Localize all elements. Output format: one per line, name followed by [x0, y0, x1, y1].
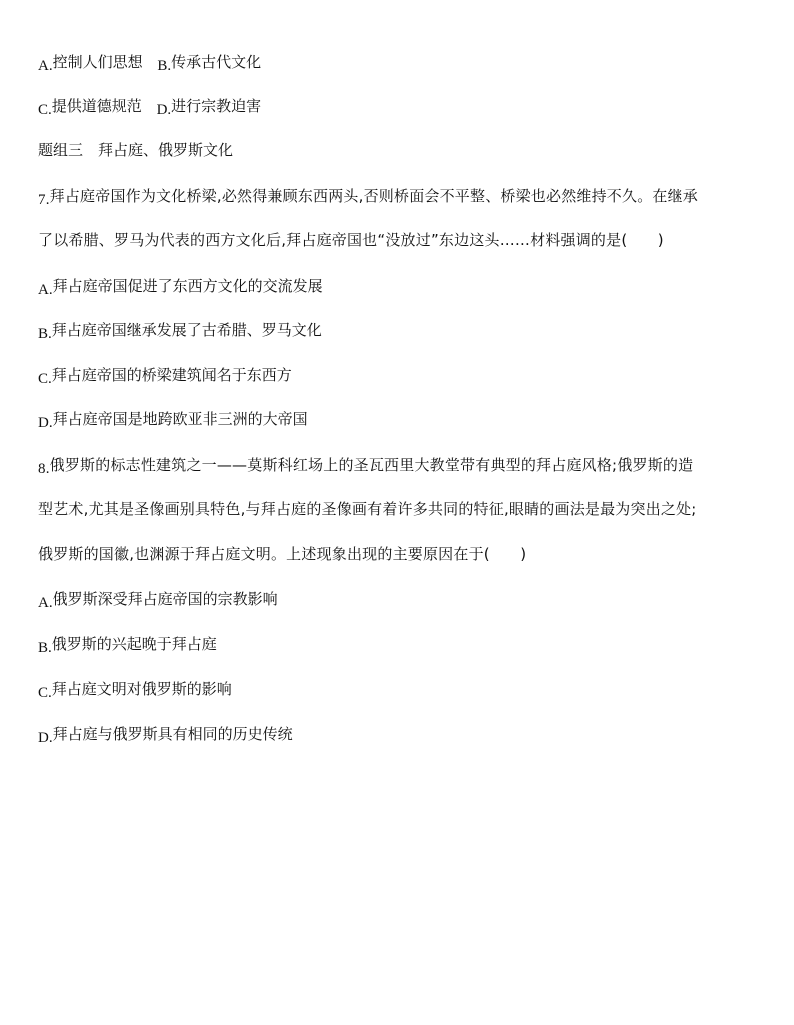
question-7-line-1 [38, 186, 698, 207]
option-label: D. [38, 415, 53, 431]
q7-option-c [38, 365, 292, 386]
option-text: 拜占庭帝国是地跨欧亚非三洲的大帝国 [52, 410, 308, 428]
option-label: D. [156, 102, 172, 118]
q7-option-d [38, 409, 308, 430]
q8-option-d [38, 724, 293, 745]
option-text: 传承古代文化 [171, 53, 262, 71]
option-text: 俄罗斯深受拜占庭帝国的宗教影响 [52, 590, 278, 608]
question-8-line-3: 俄罗斯的国徽,也渊源于拜占庭文明。上述现象出现的主要原因在于( ) [38, 545, 527, 563]
question-7-line-2: 了以希腊、罗马为代表的西方文化后,拜占庭帝国也“没放过”东边这头……材料强调的是( ) [38, 231, 664, 249]
option-text: 拜占庭帝国促进了东西方文化的交流发展 [52, 277, 323, 295]
option-label: C. [38, 685, 52, 701]
q7-option-b [38, 320, 322, 341]
question-text: 拜占庭帝国作为文化桥梁,必然得兼顾东西两头,否则桥面会不平整、桥梁也必然维持不久。在继承 [49, 187, 698, 205]
question-text: 俄罗斯的标志性建筑之一——莫斯科红场上的圣瓦西里大教堂带有典型的拜占庭风格;俄罗斯的造 [49, 456, 694, 474]
option-label: B. [38, 326, 52, 342]
option-label: D. [38, 730, 53, 746]
option-row-ab [38, 52, 261, 73]
question-number: 8. [38, 461, 50, 477]
option-text: 提供道德规范 [51, 97, 142, 115]
q8-option-a [38, 589, 278, 610]
option-label: A. [38, 282, 53, 298]
option-text: 控制人们思想 [52, 53, 143, 71]
option-label: B. [157, 58, 172, 74]
question-number: 7. [38, 192, 50, 208]
option-label: A. [38, 58, 53, 74]
option-text: 拜占庭帝国的桥梁建筑闻名于东西方 [51, 366, 292, 384]
option-label: C. [38, 102, 52, 118]
q8-option-b [38, 634, 217, 655]
option-text: 拜占庭帝国继承发展了古希腊、罗马文化 [51, 321, 322, 339]
question-8-line-1 [38, 455, 693, 476]
option-text: 拜占庭文明对俄罗斯的影响 [51, 680, 232, 698]
question-8-line-2: 型艺术,尤其是圣像画别具特色,与拜占庭的圣像画有着许多共同的特征,眼睛的画法是最为突出之处; [38, 500, 697, 518]
option-label: B. [38, 640, 52, 656]
section-title: 题组三 拜占庭、俄罗斯文化 [38, 141, 234, 159]
q8-option-c [38, 679, 232, 700]
option-text: 拜占庭与俄罗斯具有相同的历史传统 [52, 725, 293, 743]
q7-option-a [38, 276, 323, 297]
option-label: A. [38, 595, 53, 611]
option-label: C. [38, 371, 52, 387]
option-text: 进行宗教迫害 [171, 97, 262, 115]
option-row-cd [38, 96, 261, 117]
option-text: 俄罗斯的兴起晚于拜占庭 [51, 635, 217, 653]
